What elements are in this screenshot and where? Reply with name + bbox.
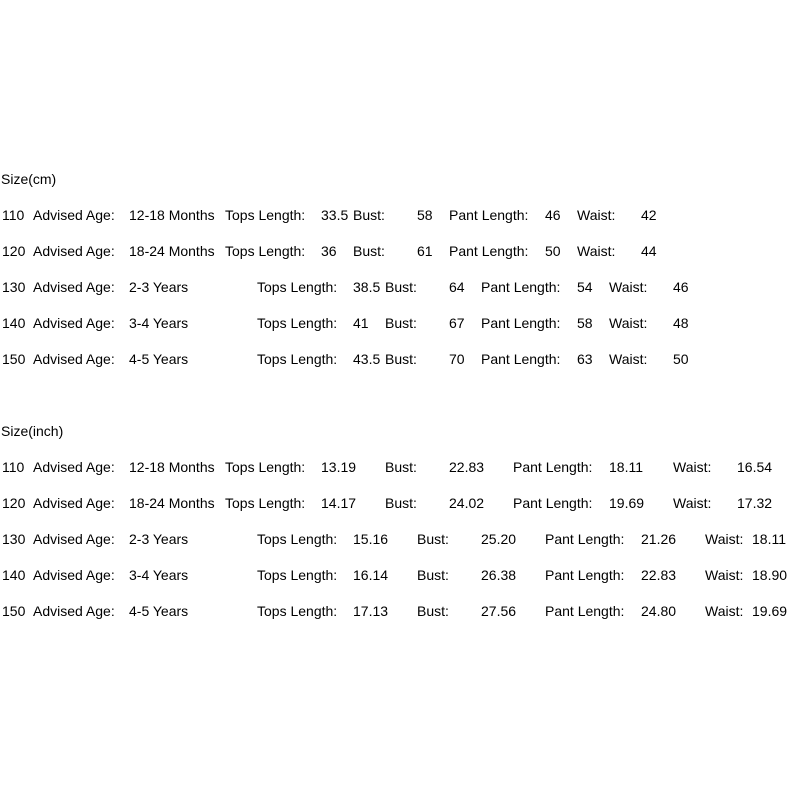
pant-length-value: 22.83 bbox=[641, 567, 677, 583]
tops-length-value: 15.16 bbox=[353, 531, 389, 547]
tops-length-value: 36 bbox=[321, 243, 337, 259]
bust-label: Bust: bbox=[385, 459, 417, 475]
waist-value: 16.54 bbox=[737, 459, 773, 475]
advised-age-value: 2-3 Years bbox=[129, 279, 189, 295]
pant-length-label: Pant Length: bbox=[545, 531, 625, 547]
tops-length-value: 41 bbox=[353, 315, 369, 331]
tops-length-label: Tops Length: bbox=[257, 603, 338, 619]
advised-age-label: Advised Age: bbox=[33, 207, 115, 223]
pant-length-value: 50 bbox=[545, 243, 561, 259]
pant-length-label: Pant Length: bbox=[449, 207, 529, 223]
size-value: 150 bbox=[2, 351, 26, 367]
waist-value: 48 bbox=[673, 315, 689, 331]
bust-label: Bust: bbox=[417, 603, 449, 619]
bust-value: 26.38 bbox=[481, 567, 517, 583]
waist-label: Waist: bbox=[705, 531, 744, 547]
tops-length-label: Tops Length: bbox=[257, 315, 338, 331]
pant-length-label: Pant Length: bbox=[481, 351, 561, 367]
size-row-inch-150 bbox=[0, 603, 800, 619]
bust-label: Bust: bbox=[385, 351, 417, 367]
size-value: 130 bbox=[2, 531, 26, 547]
pant-length-value: 58 bbox=[577, 315, 593, 331]
size-value: 120 bbox=[2, 243, 26, 259]
advised-age-value: 18-24 Months bbox=[129, 243, 215, 259]
size-value: 140 bbox=[2, 315, 26, 331]
advised-age-value: 3-4 Years bbox=[129, 315, 189, 331]
advised-age-value: 3-4 Years bbox=[129, 567, 189, 583]
waist-value: 18.90 bbox=[752, 567, 788, 583]
tops-length-label: Tops Length: bbox=[257, 531, 338, 547]
waist-value: 42 bbox=[641, 207, 657, 223]
tops-length-label: Tops Length: bbox=[257, 279, 338, 295]
bust-value: 70 bbox=[449, 351, 465, 367]
waist-label: Waist: bbox=[705, 603, 744, 619]
bust-value: 24.02 bbox=[449, 495, 485, 511]
waist-value: 50 bbox=[673, 351, 689, 367]
size-row-cm-130 bbox=[0, 279, 800, 295]
bust-value: 58 bbox=[417, 207, 433, 223]
tops-length-value: 17.13 bbox=[353, 603, 389, 619]
bust-value: 64 bbox=[449, 279, 465, 295]
advised-age-label: Advised Age: bbox=[33, 315, 115, 331]
size-row-cm-120 bbox=[0, 243, 800, 259]
size-row-inch-140 bbox=[0, 567, 800, 583]
advised-age-value: 18-24 Months bbox=[129, 495, 215, 511]
size-value: 150 bbox=[2, 603, 26, 619]
waist-label: Waist: bbox=[609, 279, 648, 295]
size-value: 140 bbox=[2, 567, 26, 583]
size-row-inch-120 bbox=[0, 495, 800, 511]
advised-age-value: 4-5 Years bbox=[129, 351, 189, 367]
waist-value: 19.69 bbox=[752, 603, 788, 619]
size-inch-heading: Size(inch) bbox=[1, 423, 64, 439]
pant-length-value: 63 bbox=[577, 351, 593, 367]
tops-length-label: Tops Length: bbox=[257, 567, 338, 583]
advised-age-value: 4-5 Years bbox=[129, 603, 189, 619]
advised-age-label: Advised Age: bbox=[33, 351, 115, 367]
pant-length-value: 54 bbox=[577, 279, 593, 295]
pant-length-value: 21.26 bbox=[641, 531, 677, 547]
pant-length-value: 24.80 bbox=[641, 603, 677, 619]
pant-length-value: 18.11 bbox=[609, 459, 643, 475]
pant-length-label: Pant Length: bbox=[449, 243, 529, 259]
bust-value: 27.56 bbox=[481, 603, 517, 619]
pant-length-label: Pant Length: bbox=[481, 279, 561, 295]
bust-label: Bust: bbox=[417, 567, 449, 583]
size-value: 110 bbox=[2, 207, 25, 223]
bust-value: 61 bbox=[417, 243, 433, 259]
tops-length-value: 43.5 bbox=[353, 351, 381, 367]
bust-label: Bust: bbox=[385, 315, 417, 331]
bust-label: Bust: bbox=[417, 531, 449, 547]
tops-length-value: 13.19 bbox=[321, 459, 357, 475]
tops-length-value: 16.14 bbox=[353, 567, 389, 583]
tops-length-label: Tops Length: bbox=[257, 351, 338, 367]
bust-label: Bust: bbox=[353, 207, 385, 223]
tops-length-value: 14.17 bbox=[321, 495, 357, 511]
waist-value: 46 bbox=[673, 279, 689, 295]
advised-age-value: 2-3 Years bbox=[129, 531, 189, 547]
bust-label: Bust: bbox=[385, 279, 417, 295]
tops-length-label: Tops Length: bbox=[225, 495, 306, 511]
advised-age-label: Advised Age: bbox=[33, 243, 115, 259]
bust-label: Bust: bbox=[353, 243, 385, 259]
bust-value: 22.83 bbox=[449, 459, 485, 475]
waist-value: 17.32 bbox=[737, 495, 773, 511]
advised-age-label: Advised Age: bbox=[33, 603, 115, 619]
waist-label: Waist: bbox=[609, 315, 648, 331]
pant-length-value: 19.69 bbox=[609, 495, 645, 511]
advised-age-label: Advised Age: bbox=[33, 567, 115, 583]
size-cm-heading: Size(cm) bbox=[1, 171, 57, 187]
waist-label: Waist: bbox=[609, 351, 648, 367]
pant-length-label: Pant Length: bbox=[513, 459, 593, 475]
size-row-inch-130 bbox=[0, 531, 800, 547]
size-value: 110 bbox=[2, 459, 25, 475]
advised-age-label: Advised Age: bbox=[33, 459, 115, 475]
pant-length-label: Pant Length: bbox=[545, 603, 625, 619]
waist-label: Waist: bbox=[577, 207, 616, 223]
waist-label: Waist: bbox=[705, 567, 744, 583]
waist-value: 18.11 bbox=[752, 531, 786, 547]
waist-value: 44 bbox=[641, 243, 657, 259]
bust-value: 67 bbox=[449, 315, 465, 331]
bust-value: 25.20 bbox=[481, 531, 517, 547]
pant-length-label: Pant Length: bbox=[481, 315, 561, 331]
waist-label: Waist: bbox=[577, 243, 616, 259]
advised-age-label: Advised Age: bbox=[33, 531, 115, 547]
advised-age-value: 12-18 Months bbox=[129, 459, 215, 475]
advised-age-value: 12-18 Months bbox=[129, 207, 215, 223]
bust-label: Bust: bbox=[385, 495, 417, 511]
tops-length-label: Tops Length: bbox=[225, 459, 306, 475]
tops-length-value: 38.5 bbox=[353, 279, 381, 295]
tops-length-label: Tops Length: bbox=[225, 243, 306, 259]
size-row-cm-140 bbox=[0, 315, 800, 331]
tops-length-label: Tops Length: bbox=[225, 207, 306, 223]
pant-length-label: Pant Length: bbox=[545, 567, 625, 583]
pant-length-label: Pant Length: bbox=[513, 495, 593, 511]
size-row-inch-110 bbox=[0, 459, 800, 475]
size-value: 130 bbox=[2, 279, 26, 295]
pant-length-value: 46 bbox=[545, 207, 561, 223]
advised-age-label: Advised Age: bbox=[33, 279, 115, 295]
size-value: 120 bbox=[2, 495, 26, 511]
waist-label: Waist: bbox=[673, 459, 712, 475]
waist-label: Waist: bbox=[673, 495, 712, 511]
size-row-cm-150 bbox=[0, 351, 800, 367]
size-row-cm-110 bbox=[0, 207, 800, 223]
advised-age-label: Advised Age: bbox=[33, 495, 115, 511]
tops-length-value: 33.5 bbox=[321, 207, 349, 223]
